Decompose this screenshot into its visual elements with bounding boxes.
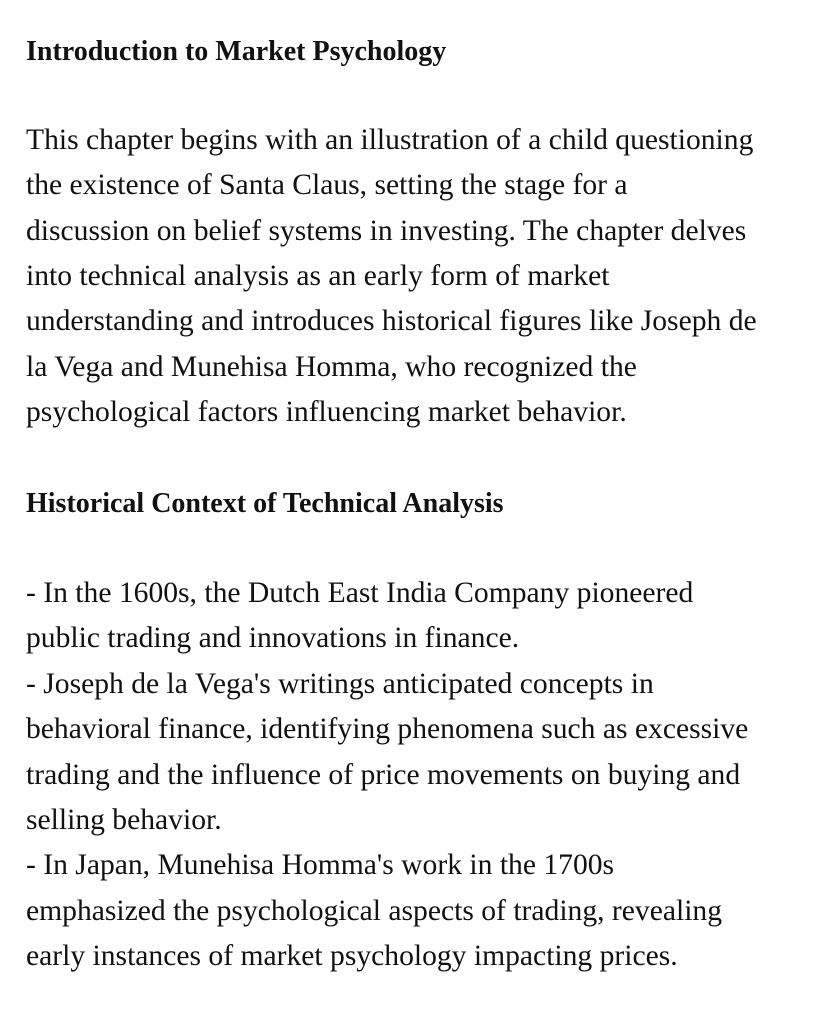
section-heading-historical: Historical Context of Technical Analysis [26,488,504,519]
paragraph-line: the existence of Santa Claus, setting the stage for a [26,169,628,201]
paragraph-line: into technical analysis as an early form of market [26,260,610,292]
section-heading-intro: Introduction to Market Psychology [26,36,447,67]
paragraph-line: psychological factors influencing market behavior. [26,396,627,428]
paragraph-line: la Vega and Munehisa Homma, who recognized the [26,351,637,383]
list-line: - In Japan, Munehisa Homma's work in the 1700s [26,849,615,881]
paragraph-line: This chapter begins with an illustration of a child questioning [26,124,754,156]
list-line: emphasized the psychological aspects of trading, revealing [26,895,723,927]
paragraph-line: understanding and introduces historical figures like Joseph de [26,305,757,337]
list-line: behavioral finance, identifying phenomena such as excessive [26,713,749,745]
list-line: - Joseph de la Vega's writings anticipated concepts in [26,668,654,700]
list-line: - In the 1600s, the Dutch East India Company pioneered [26,577,694,609]
list-line: early instances of market psychology impacting prices. [26,940,678,972]
list-line: trading and the influence of price movements on buying and [26,759,741,791]
paragraph-line: discussion on belief systems in investing. The chapter delves [26,215,747,247]
list-line: selling behavior. [26,804,222,836]
list-line: public trading and innovations in finance. [26,622,520,654]
